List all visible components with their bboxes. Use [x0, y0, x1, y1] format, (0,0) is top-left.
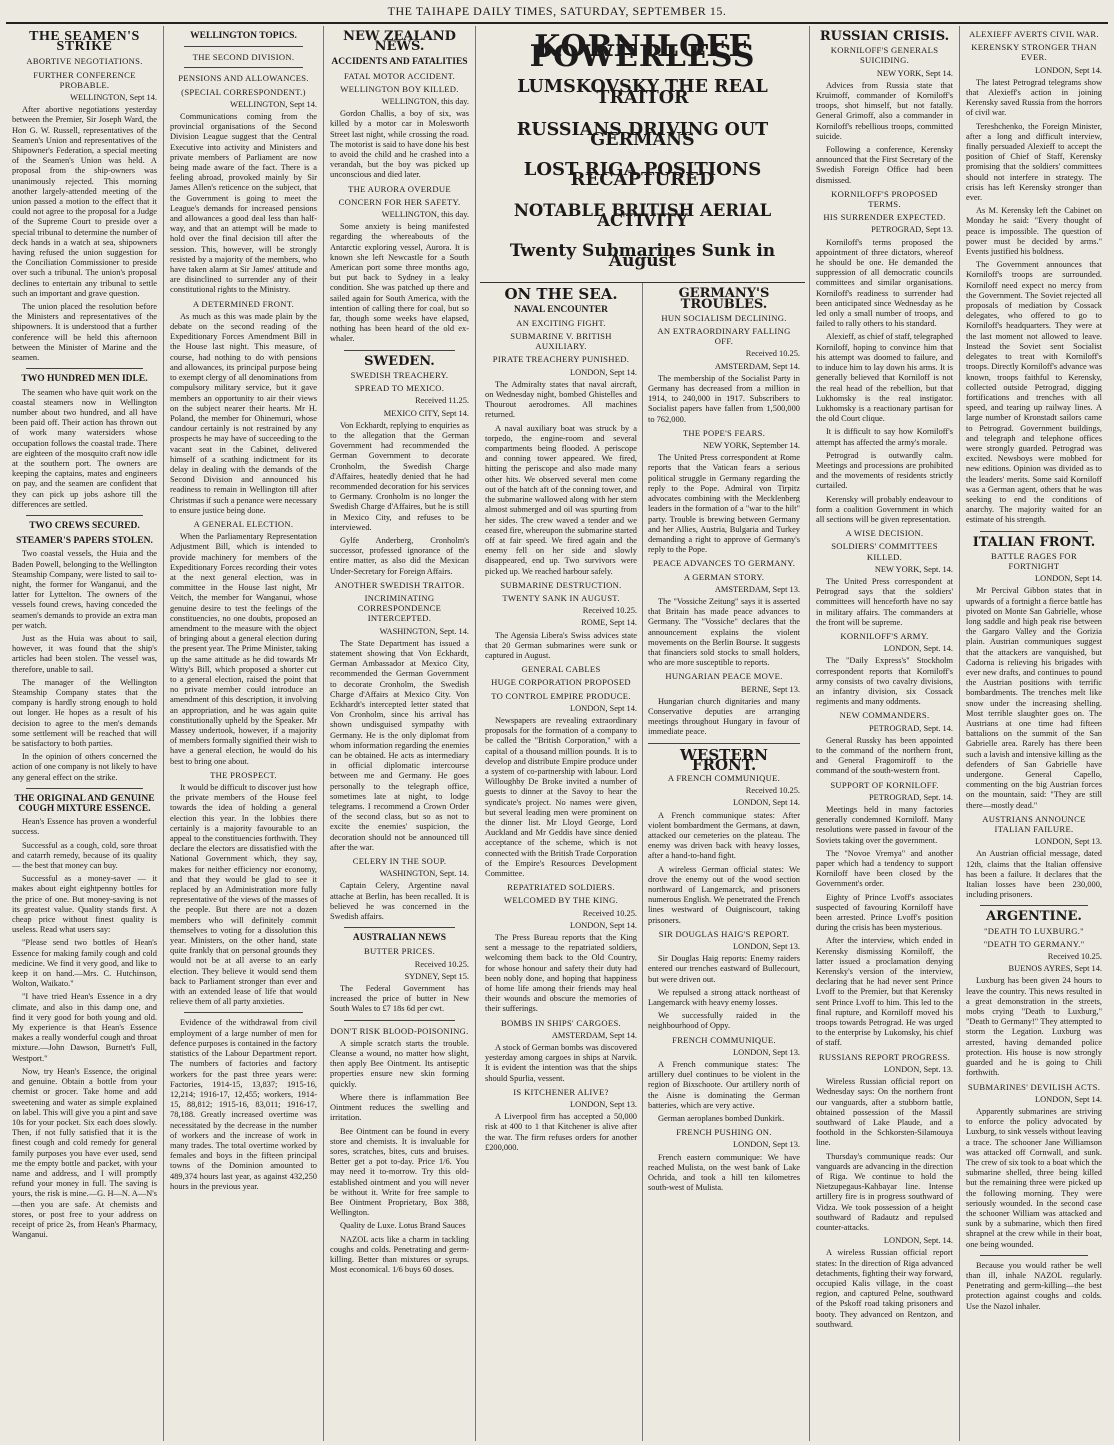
dateline: Received 11.25.	[415, 396, 469, 406]
dateline: WELLINGTON, Sept 14.	[230, 99, 317, 109]
paragraph: German aeroplanes bombed Dunkirk.	[658, 1114, 785, 1124]
paragraph: Successful as a cough, cold, sore throat and catarrh remedy, because of its quality — the best that money can buy.	[12, 840, 157, 871]
section-title: ARGENTINE.	[986, 909, 1082, 925]
divider	[344, 350, 455, 351]
paragraph: Where there is inflammation Bee Ointment reduces the swelling and irritation.	[330, 1092, 469, 1123]
dateline: LONDON, Sept 13.	[1035, 837, 1102, 847]
paragraph: Wireless Russian official report on Wednesday says: On the northern front our vanguards, after a stubborn battle, obtained possession of the Massil southward of Lake Plaude, and a foothold in the Schkorsten-Silamouya line.	[816, 1077, 953, 1148]
dateline: WELLINGTON, Sept 14.	[70, 93, 157, 103]
headline-stack	[480, 26, 805, 283]
paragraph: Evidence of the withdrawal from civil employment of a large number of men for defence purposes is contained in the factory statistics of the Labour Department report. The numbers of factories and factory workers for the past three years were: Factories, 1914-15, 13,837; 1915-16, 12,214; 1916-17, 12,455; workers, 1914-15, 88,812; 1915-16, 83,011; 1916-17, 78,188. Greatly increased overtime was necessitated by the decrease in the number of workers and the increase of work in many trades. The total overtime worked by females and boys in the fifteen principal towns of the Dominion amounted to 489,374 hours last year, as against 432,250 hours in the previous year.	[170, 1018, 317, 1191]
war-news-subcolumns	[480, 283, 805, 1441]
paragraph: After the interview, which ended in Kerensky dismissing Korniloff, the latter issued a proclamation denying Kerensky's version of the interview, declaring that he had never sent Prince Lvoff to the Premier, but that Kerensky sent Prince Lvoff to him. This led to the final rupture, and Korniloff moved his troops towards Petrograd. He was urged to the enterprise by Lukomsky, his chief of staff.	[816, 936, 953, 1048]
column-war-news	[476, 26, 810, 1441]
dateline: WASHINGTON, Sept. 14.	[379, 869, 469, 879]
section-heading: SUBMARINES' DEVILISH ACTS.	[967, 1081, 1101, 1092]
paragraph: General Russky has been appointed to the command of the northern front, and General Fragomiroff to the command of the south-western front.	[816, 735, 953, 776]
subheading: TO CONTROL EMPIRE PRODUCE.	[491, 690, 631, 701]
paragraph: Successful as a money-saver — it makes about eight eightpenny bottles for the price of one. But money-saving is not its greatest value. Quality stands first. A cheap price without finest quality is useless. Read what users say:	[12, 874, 157, 935]
subheading: WELLINGTON BOY KILLED.	[340, 83, 459, 94]
divider	[184, 1012, 303, 1013]
paragraph: A naval auxiliary boat was struck by a torpedo, the engine-room and several compartments being flooded. A periscope and conning tower appeared. We fired, hitting the periscope and also made many other hits. We observed several men come out of the hatch aft of the conning tower, and the submarine wallowed along with her stern almost submerged and oil was spurting from her sides. The crew waved a tender and we ceased fire, whereupon the submarine started off at fair speed. We fired again and the enemy fell on her side and slowly disappeared, end up. Two survivors were picked up. We reached harbour safely.	[485, 423, 637, 576]
paragraph: The Press Bureau reports that the King sent a message to the repatriated soldiers, welcoming them back to the Old Country, for whose honour and safety their duty had been nobly done, and hoping that happiness of home life among their friends may heal their wounds and obscure the memories of their sufferings.	[485, 933, 637, 1014]
subheading: A GERMAN STORY.	[683, 571, 765, 582]
section-heading: TWO HUNDRED MEN IDLE.	[21, 374, 148, 385]
dateline: LONDON, Sept 14.	[570, 920, 637, 930]
paragraph: French eastern communique: We have reached Mulista, on the west bank of Lake Ochrida, and took a hill ten kilometres south-west of Mulista.	[648, 1152, 800, 1193]
subheading: PENSIONS AND ALLOWANCES.	[178, 73, 309, 84]
subheading: AN EXTRAORDINARY FALLING OFF.	[657, 326, 791, 347]
subheading: SOLDIERS' COMMITTEES KILLED.	[831, 541, 938, 562]
dateline: ROME, Sept 14.	[581, 618, 637, 628]
paragraph: Thursday's communique reads: Our vanguards are advancing in the direction of Riga. We continue to hold the Nietzupegaus-Kahbayar line. Intense artillery fire is in progress southward of Vidza. We took possession of a height southward of Radautz and repulsed counter-attacks.	[816, 1151, 953, 1232]
paragraph: The Federal Government has increased the price of butter in New South Wales to £7 18s 6d per cwt.	[330, 984, 469, 1014]
paragraph: Sir Douglas Haig reports: Enemy raiders entered our trenches eastward of Bullecourt, but were driven out.	[648, 954, 800, 984]
divider	[184, 46, 303, 47]
section-heading: PEACE ADVANCES TO GERMANY.	[652, 558, 796, 569]
subheading: KERENSKY STRONGER THAN EVER.	[971, 42, 1097, 63]
dateline: LONDON, Sept 14.	[570, 703, 637, 713]
advert-heading: THE ORIGINAL AND GENUINE COUGH MIXTURE ESSENCE.	[14, 793, 155, 815]
paragraph: Some anxiety is being manifested regarding the whereabouts of the Antarctic exploring vessel, Aurora. It is known she left Newcastle for a South American port some three months ago, but put back to Sydney in a leaky condition. She was patched up there and sailed again for South America, with the intention of calling there for coal, but so far, though some weeks have elapsed, nothing has been heard of the old ex-whaler.	[330, 222, 469, 344]
section-title: AUSTRALIAN NEWS	[352, 933, 447, 944]
section-heading: RUSSIANS REPORT PROGRESS.	[818, 1051, 951, 1062]
section-heading: FRENCH PUSHING ON.	[676, 1127, 772, 1138]
dateline: WASHINGTON, Sept. 14.	[379, 626, 469, 636]
dateline: Received 10.25.	[582, 908, 637, 918]
columns	[6, 26, 1108, 1441]
dateline: SYDNEY, Sept 15.	[404, 971, 469, 981]
subcolumn-germanys-troubles	[643, 283, 805, 1441]
subheading: SWEDISH TREACHERY.	[350, 369, 449, 380]
paragraph: It would be difficult to discover just how the private members of the House feel towards the idea of holding a general election this year. In the lobbies there certainly is a majority favourable to an appeal to the constituencies forthwith. They declare the electors are dissatisfied with the National Government which, they say, makes for neither efficiency nor economy, and that they would be glad to see it replaced by an Administration more fully representative of the views of the masses of the people. But there are not a dozen members who will definitely commit themselves to voting for a dissolution this year. Ministers, on the other hand, state quite frankly that on personal grounds they would not be at all averse to an early election. They believe it would send them back to Parliament stronger than ever and with an extended lease of life that would relieve them of all party anxieties.	[170, 783, 317, 1007]
section-title: SWEDEN.	[364, 353, 435, 369]
column-seamens-strike	[6, 26, 164, 1441]
paragraph: The membership of the Socialist Party in Germany has decreased from a million in 1914, to 240,000 in 1917. Subscribers to Socialist papers have fallen from 1,500,000 to 762,000.	[648, 373, 800, 424]
subheading: "DEATH TO LUXBURG."	[983, 925, 1084, 936]
subheading: SPREAD TO MEXICO.	[354, 383, 445, 394]
section-title: WESTERN FRONT.	[680, 745, 768, 774]
advert-heading: DON'T RISK BLOOD-POISONING.	[330, 1025, 469, 1036]
paragraph: The latest Petrograd telegrams show that Alexieff's action in joining Kerensky saved Russia from the horrors of civil war.	[966, 77, 1102, 118]
dateline: BERNE, Sept 13.	[740, 684, 800, 694]
paragraph: The seamen who have quit work on the coastal steamers now in Wellington number about two hundred, and all have been paid off. Their action has thrown out of work many watersiders whose occupation follows the coastal trade. There are eighteen of the mosquito craft now idle at the southern port. The owners are keeping the captains, mates and engineers on pay, and the seamen are confident that they can pick up jobs ashore till the differences are settled.	[12, 387, 157, 509]
headline: Twenty Submarines Sunk in August	[509, 241, 776, 272]
section-heading: KORNILOFF'S PROPOSED TERMS.	[831, 188, 938, 210]
section-title: GERMANY'S TROUBLES.	[678, 286, 770, 312]
headline: NOTABLE BRITISH AERIAL ACTIVITY	[513, 200, 772, 230]
paragraph: We successfully raided in the neighbourhood of Oppy.	[648, 1011, 800, 1031]
dateline: LONDON, Sept 13.	[570, 1100, 637, 1110]
dateline: LONDON, Sept. 14.	[883, 1236, 953, 1246]
section-heading: THE POPE'S FEARS.	[682, 427, 766, 438]
paragraph: NAZOL acts like a charm in tackling coughs and colds. Penetrating and germ-killing. Better than mixtures or syrups. Most economical. 1/6 buys 60 doses.	[330, 1234, 469, 1275]
article-title: NEW ZEALAND NEWS.	[343, 29, 456, 55]
dateline: Received 10.25.	[745, 349, 800, 359]
section-heading: A DETERMINED FRONT.	[192, 298, 295, 309]
paragraph: "I have tried Hean's Essence in a dry climate, and also in this damp one, and find it very good for both young and old. My experience is that Hean's Essence makes a really wonderful cough and throat mixture.—John Dawson, Burnett's Full, Westport."	[12, 992, 157, 1063]
section-heading: IS KITCHENER ALIVE?	[513, 1086, 609, 1097]
paragraph: A stock of German bombs was discovered yesterday among cargoes in ships at Narvik. It is evident the intention was that the ships should Spurlia, vessent.	[485, 1043, 637, 1083]
paragraph: "Please send two bottles of Hean's Essence for making family cough and cold medicine. We find it very good, and like to keep it on hand.—Mrs. C. Hutchinson, Wolton, Waikato."	[12, 938, 157, 989]
section-heading: THE AURORA OVERDUE	[348, 183, 451, 194]
dateline: AMSTERDAM, Sept 14.	[551, 1030, 637, 1040]
dateline: NEW YORK, September 14.	[703, 441, 800, 451]
paragraph: Captain Celery, Argentine naval attache at Berlin, has been recalled. It is believed he was concerned in the Swedish affairs.	[330, 881, 469, 922]
subheading: NAVAL ENCOUNTER	[514, 304, 608, 315]
column-alexieff	[960, 26, 1108, 1441]
subheading: CONCERN FOR HER SAFETY.	[338, 196, 461, 207]
paragraph: Meetings held in many factories generally condemned Korniloff. Many resolutions were passed in favour of the Soviets taking over the government.	[816, 805, 953, 845]
dateline: AMSTERDAM, Sept 13.	[714, 584, 800, 594]
subheading: "DEATH TO GERMANY."	[983, 938, 1085, 949]
paragraph: A French communique states: After violent bombardment the Germans, at dawn, attacked our cemeteries on the plateau. The enemy was driven back with heavy losses, after a hand-to-hand fight.	[648, 810, 800, 861]
section-heading: TWO CREWS SECURED.	[29, 520, 140, 531]
article-title: ALEXIEFF AVERTS CIVIL WAR.	[969, 29, 1099, 39]
subheading: A FRENCH COMMUNIQUE.	[667, 772, 781, 783]
paragraph: Hean's Essence has proven a wonderful success.	[12, 817, 157, 837]
dateline: PETROGRAD, Sept. 14.	[869, 792, 953, 802]
paragraph: We repulsed a strong attack northeast of Langemarck with heavy enemy losses.	[648, 987, 800, 1008]
paragraph: When the Parliamentary Representation Adjustment Bill, which is intended to provide machinery for members of the Expeditionary Forces recording their votes at the next general election, was in committee in the House last night, Mr Veitch, the member for Wanganui, whose genuine desire to test the feelings of the constituencies, no one doubts, proposed an amendment to the measure with the object of bringing about a general election during the present year. The Prime Minister, taking up the same attitude as he did towards Mr Witty's Bill, which proposed a shorter cut to a general election, raised the point that no private member could introduce an amendment of this description, it involving an appropriation, and he was again quite constitutionally upheld by the Speaker. Mr Massey undertook, however, if a majority of members formally signified their wish to have a general election, he would do his best to bring one about.	[170, 532, 317, 766]
subheading: PIRATE TREACHERY PUNISHED.	[492, 354, 630, 365]
section-heading: BOMBS IN SHIPS' CARGOES.	[500, 1017, 622, 1028]
subheading: AN EXCITING FIGHT.	[516, 317, 606, 328]
paragraph: Mr Percival Gibbon states that in upwards of a fortnight a fierce battle has pivoted on Monte San Gabrielle, whose long saddle and high peak rise between the Gargaro Valley and the Gorizia plain. Austrian communiques suggest that the attackers are vanquished, but Cadorna is relieving his brigades with ever new drafts, and continues to pound the Austrian positions with terrific bombardments. The trenches melt like snow under the increasing shelling. Most terrible slaughter goes on. The Austrians at one time had fifteen battalions on the summit of the San Gabrielle area. Rarely has there been such a lavish and intensive killing as the defenders of San Gabrielle have undergone. General Capello, commenting on the big Austrian forces on the mountain, said: "They are still there—mostly dead."	[966, 586, 1102, 810]
section-heading: A GENERAL ELECTION.	[193, 518, 294, 529]
paragraph: The manager of the Wellington Steamship Company states that the company is hardly strong enough to hold out longer. He hopes as a result of his decision to agree to the men's demands some settlement will be reached that will be satisfactory to both parties.	[12, 677, 157, 748]
paragraph: Kerensky will probably endeavour to form a coalition Government in which all sections will be given representation.	[816, 494, 953, 524]
paragraph: As much as this was made plain by the debate on the second reading of the Expeditionary Forces Amendment Bill in the House last night. This measure, of course, had nothing to do with pensions and allowances, its principal purpose being to exempt clergy of all denominations from compulsory military service, but it gave members an opportunity to air their views on the subject nearer their hearts. Mr H. Poland, the member for Ohinemuri, whose candour certainly is not restrained by any prospects he may have of succeeding to the vacant seat in the Cabinet, delivered himself of a scathing indictment for its delay in dealing with the demands of the Second Division and announced his readiness to remain in Wellington till after Christmas if such a penance were necessary to ensure justice being done.	[170, 311, 317, 515]
headline: RUSSIANS DRIVING OUT GERMANS	[516, 119, 769, 151]
paragraph: The union placed the resolution before the Ministers and representatives of the shipowners. It is understood that a further conference will be held this afternoon between the Minister of Marine and the seamen.	[12, 302, 157, 363]
dateline: WELLINGTON, this day.	[381, 97, 469, 107]
paragraph: Gylfe Anderberg, Cronholm's successor, professed ignorance of the entire matter, as also did the Mexican Under-Secretary for Foreign Affairs.	[330, 535, 469, 576]
paragraph: Alexieff, as chief of staff, telegraphed Korniloff, hoping to convince him that his attempt was doomed to failure, and to induce him to lay down his arms. It is generally believed that Korniloff is not the real head of the rebellion, but that Lukhomsky is the real instigator. Lukhomsky is a reactionary partisan for the old Court clique.	[816, 332, 953, 424]
subheading: ACCIDENTS AND FATALITIES	[331, 57, 468, 68]
subheading: BATTLE RAGES FOR FORTNIGHT	[991, 550, 1077, 571]
paragraph: The "Novoe Vremya" and another paper which had a tendency to support Korniloff have been closed by the Government's order.	[816, 848, 953, 889]
section-heading: ANOTHER SWEDISH TRAITOR.	[334, 579, 465, 590]
paragraph: Gordon Challis, a boy of six, was killed by a motor car in Molesworth Street last night, while crossing the road. The motorist is said to have done his best to avoid the child and he crashed into a verandah, but the boy was picked up unconscious and died later.	[330, 109, 469, 180]
paragraph: The State Department has issued a statement showing that Von Eckhardt, German Ambassador at Mexico City, recommended the German Government to decorate Cronholm, the Swedish Charge d'Affairs at Mexico City. Von Eckhardt's intercepted letter stated that Von Cronholm, since his arrival has shown undisguised sympathy with Germany. He is the only diplomat from whom information regarding the enemies can be obtained. He acts as intermediary in official diplomatic intercourse between me and Germany. He goes personally to the telegraph office, sometimes late at night, to lodge telegrams. I recommend a Crown Order of the second class, but so as not to excite the enemies' suspicion, the decoration should not be announced till after the war.	[330, 638, 469, 852]
section-heading: SIR DOUGLAS HAIG'S REPORT.	[658, 928, 790, 939]
headline: KORNILOFF POWERLESS	[529, 29, 756, 75]
subheading: WELCOMED BY THE KING.	[503, 895, 619, 906]
paragraph: A Liverpool firm has accepted a 50,000 risk at 400 to 1 that Kitchener is alive after the war. The firm refuses orders for another £200,000.	[485, 1112, 637, 1152]
paragraph: Eighty of Prince Lvoff's associates suspected of favouring Korniloff have been arrested. Prince Lvoff's position during the crisis has been mysterious.	[816, 892, 953, 933]
headline: LOST RIGA POSITIONS RECAPTURED	[523, 159, 762, 191]
section-heading: REPATRIATED SOLDIERS.	[507, 882, 615, 893]
paragraph: Communications coming from the provincial organisations of the Second Division League suggest that the Central Executive into activity and Ministers and private members of Parliament are now being made aware of the fact. There is a feeling abroad, provoked mainly by Sir James Allen's reticence on the subject, that the Government is going to meet the League's demands for increased pensions and allowances a good deal less than half-way, and that an attempt will be made to hold over the final decision till after the session. This, however, will be strongly resisted by a majority of the members, who have taken alarm at Sir James' attitude and are disinclined to surrender any of their constitutional rights to the Ministry.	[170, 112, 317, 295]
dateline: LONDON, Sept. 14.	[883, 644, 953, 654]
divider	[980, 531, 1088, 532]
subheading: INCRIMINATING CORRESPONDENCE INTERCEPTED.	[357, 592, 442, 624]
paragraph: In the opinion of others concerned the action of one company is not likely to have any general effect on the strike.	[12, 752, 157, 782]
divider	[980, 905, 1088, 906]
dateline: LONDON, Sept 14.	[733, 798, 800, 808]
dateline: MEXICO CITY, Sept 14.	[383, 408, 469, 418]
dateline: LONDON, Sept. 13.	[883, 1064, 953, 1074]
subheading: FURTHER CONFERENCE PROBABLE.	[33, 69, 136, 90]
paragraph: The United Press correspondent at Rome reports that the Vatican fears a serious political struggle in Germany regarding the reply to the Pope. Admiral von Tirpitz advocates combining with the Mecklenberg leaders in the formation of a "war to the hilt" party. Trouble is brewing between Germany and her Allies, Austria, Bulgaria and Turkey demanding a right to approve of Germany's reply to the Pope.	[648, 453, 800, 555]
paragraph: An Austrian official message, dated 12th, claims that the Italian offensive has been a failure. It declares that the Italian losses have been 230,000, including prisoners.	[966, 849, 1102, 900]
dateline: AMSTERDAM, Sept 14.	[714, 361, 800, 371]
dateline: PETROGRAD, Sept. 14.	[869, 723, 953, 733]
paragraph: After abortive negotiations yesterday between the Premier, Sir Joseph Ward, the Hon G. W. Russell, representatives of the Seamen's Union and representatives of the Shipowner's Federation, a special meeting of the Seamen's Union was held. A proposal from the ship-owners was unanimously rejected. This morning another largely-attended meeting of the union passed a motion to the effect that it could not agree to the proposal for a Judge of the Supreme Court to preside over a special tribunal to determine the number of deck hands in a watch at sea, shipowners having refused the union suggestion for the Conciliation Commissioner to preside over such a tribunal. The union's proposal declines to entertain any tribunal to settle such an important and grave question.	[12, 105, 157, 298]
section-heading: KORNILOFF'S ARMY.	[840, 630, 929, 641]
divider	[344, 1020, 455, 1021]
dateline: NEW YORK, Sept 14.	[876, 68, 953, 78]
paragraph: Tereshchenko, the Foreign Minister, after a long and difficult interview, finally persuaded Alexieff to accept the position of Chief of Staff, Kerensky promising that the soldiers' committees should not interfere in strategy. The crisis has left Kerensky stronger than ever.	[966, 121, 1102, 203]
dateline: LONDON, Sept 13.	[733, 1140, 800, 1150]
dateline: BUENOS AYRES, Sept 14.	[1008, 964, 1102, 974]
dateline: PETROGRAD, Sept 13.	[871, 225, 953, 235]
paragraph: Just as the Huia was about to sail, however, it was found that the ship's articles had been stolen. The vessel was, therefore, unable to sail.	[12, 633, 157, 674]
dateline: Received 10.25.	[745, 786, 800, 796]
paragraph: Petrograd is outwardly calm. Meetings and processions are prohibited and the movements of residents strictly curtailed.	[816, 450, 953, 491]
section-title: ITALIAN FRONT.	[972, 534, 1096, 550]
column-new-zealand-news	[324, 26, 476, 1441]
paragraph: The Agensia Libera's Swiss advices state that 20 German submarines were sunk or captured in August.	[485, 630, 637, 660]
subheading: HUN SOCIALISM DECLINING.	[661, 312, 787, 323]
dateline: Received 10.25.	[582, 606, 637, 616]
dateline: NEW YORK, Sept. 14.	[874, 564, 953, 574]
section-heading: THE PROSPECT.	[210, 769, 277, 780]
paragraph: The United Press correspondent at Petrograd says that the soldiers' committees will henceforth have no say in military affairs. The commanders at the front will be supreme.	[816, 576, 953, 627]
divider	[184, 67, 303, 68]
subcolumn-on-the-sea	[480, 283, 643, 1441]
dateline: WELLINGTON, this day.	[381, 210, 469, 220]
subheading: THE SECOND DIVISION.	[192, 52, 295, 63]
section-heading: GENERAL CABLES	[521, 664, 601, 675]
paragraph: Quality de Luxe. Lotus Brand Sauces	[340, 1221, 466, 1231]
paragraph: A simple scratch starts the trouble. Cleanse a wound, no matter how slight, then apply Bee Ointment. Its antiseptic properties ensure new skin forming quickly.	[330, 1038, 469, 1089]
dateline: LONDON, Sept 13.	[733, 942, 800, 952]
divider	[26, 368, 143, 369]
subheading: HUGE CORPORATION PROPOSED	[491, 677, 631, 688]
dateline: LONDON, Sept 14.	[1035, 1094, 1102, 1104]
paragraph: Korniloff's terms proposed the appointment of three dictators, whereof he should be one. He demanded the suppression of all democratic councils committees and similar organisations. Korniloff's readiness to surrender had been anticipated since Wednesday as he led only a small number of troops, and failed to rally others to his standard.	[816, 237, 953, 329]
section-heading: NEW COMMANDERS.	[839, 710, 930, 721]
masthead: THE TAIHAPE DAILY TIMES, SATURDAY, SEPTEMBER 15.	[6, 0, 1108, 24]
paragraph: Von Eckhardt, replying to enquiries as to the allegation that the German Government had recommended the German Government to decorate Cronholm, the Swedish Charge d'Affaires, heatedly denied that he had recommended decoration for his services to Germany. Cronholm is no longer the Swedish Charge d'Affaires, but he is still in Mexico City, and refuses to be interviewed.	[330, 420, 469, 532]
paragraph: Advices from Russia state that Kruimoff, commander of Korniloff's troops, shot himself, but not fatally. General Grimoff, also a commander in Korniloff's rebellious troops, committed suicide.	[816, 80, 953, 141]
column-wellington-topics	[164, 26, 324, 1441]
subheading: HIS SURRENDER EXPECTED.	[823, 212, 946, 223]
paragraph: Following a conference, Kerensky announced that the First Secretary of the Swedish Foreign Office had been dismissed.	[816, 145, 953, 185]
subheading: TWENTY SANK IN AUGUST.	[502, 592, 620, 603]
divider	[26, 515, 143, 516]
subheading: ABORTIVE NEGOTIATIONS.	[26, 56, 143, 67]
paragraph: The Government announces that Korniloff's troops are surrounded. Korniloff need expect no mercy from the Government. The Soviet rejected all proposals of mediation by Cossack delegates, who offered to go to Korniloff's headquarters. They were at the last moment not allowed to leave. Instead the Soviet sent Socialist delegates to treat with Korniloff's troops. Directly Korniloff's advance was known, troops faithful to Kerensky, collected outside Petrograd, digging fortifications and trenches with all speed, and tearing up railway lines. A large number of Kronstadt sailors came to Petrograd. Government buildings, and telegraph and telephone offices were strongly guarded. Petrograd was excited. Newsboys were mobbed for new editions. Opinion was divided as to the leaders' merits. Some said Korniloff was a German agent, others that he was seeking to end the conditions of anarchy. The majority waited for an estimate of his strength.	[966, 260, 1102, 525]
section-heading: FRENCH COMMUNIQUE.	[672, 1034, 776, 1045]
article-title: WELLINGTON TOPICS.	[190, 31, 297, 41]
paragraph: A French communique states: The artillery duel continues to be violent in the region of Bixschoote. Our artillery north of the Aisne is dominating the German batteries, which are very active.	[648, 1060, 800, 1110]
paragraph: The Admiralty states that naval aircraft, on Wednesday night, bombed Ghistelles and Thourout aerodromes. All machines returned.	[485, 379, 637, 420]
paragraph: A wireless German official states: We drove the enemy out of the wood section northward of Langemarck, and prisoners numerous English. We penetrated the French lines westward of Ouigniscourt, taking prisoners.	[648, 864, 800, 925]
subheading: KORNILOFF'S GENERALS SUICIDING.	[830, 45, 939, 66]
section-title: ON THE SEA.	[504, 285, 618, 304]
section-heading: STEAMER'S PAPERS STOLEN.	[16, 536, 153, 547]
article-title: RUSSIAN CRISIS.	[819, 29, 950, 44]
divider	[344, 927, 455, 928]
section-heading: SUBMARINE DESTRUCTION.	[500, 579, 622, 590]
section-heading: AUSTRIANS ANNOUNCE ITALIAN FAILURE.	[982, 813, 1086, 835]
headline: LUMSKOVSKY THE REAL TRAITOR	[517, 77, 768, 108]
paragraph: Two coastal vessels, the Huia and the Baden Powell, belonging to the Wellington Steamship Company, were listed to sail to-night, the former for Wanganui, and the latter for Lyttelton. The owners of the vessels found crews, having conceded the seamen's demands to provide an extra man per watch.	[12, 549, 157, 630]
section-heading: A WISE DECISION.	[845, 528, 924, 539]
divider	[648, 743, 800, 744]
paragraph: As M. Kerensky left the Cabinet on Monday he said: "Every thought of peace is impossible. The question of power must be decided by arms." Events justified his boldness.	[966, 206, 1102, 257]
paragraph: The "Daily Express's" Stockholm correspondent reports that Korniloff's army consists of two cavalry divisions, an infantry division, six Cossack regiments and many oddments.	[816, 656, 953, 707]
paragraph: A wireless Russian official report states: In the direction of Riga advanced detachments, fighting their way forward, occupied Kalis village, in the coast region, and captured Pelne, southward of the Pskoff road taking prisoners and booty. They advanced on Rentzon, and southward.	[816, 1248, 953, 1329]
subheading: FATAL MOTOR ACCIDENT.	[343, 70, 456, 81]
paragraph: Apparently submarines are striving to enforce the policy advocated by Luxburg, to sink vessels without leaving a trace. The schooner Jane Williamson was attacked off Cornwall, and sunk. The crew of six took to a boat which the submarine shelled, three being killed but the remaining three were picked up the following morning. They were seriously wounded. In the second case the schooner William was attacked and sunk by a submarine, which then fired shrapnel at the crew while in their boat, one being wounded.	[966, 1106, 1102, 1249]
paragraph: Bee Ointment can be found in every store and chemists. It is invaluable for sores, scratches, bites, cuts and bruises. Better get a pot to-day. Price 1/6. You may need it to-morrow. Try this old-established ointment and you will never be without it. Write for free sample to Bee Ointment Proprietary, Box 388, Wellington.	[330, 1126, 469, 1218]
paragraph: The "Vossiche Zeitung" says it is asserted that Britain has made peace advances to Germany. The "Vossiche" declares that the announcement explains the violent movements on the Berlin Bourse. It suggests that financiers sold stocks to small holders, who are more susceptible to reports.	[648, 596, 800, 668]
section-heading: CELERY IN THE SOUP.	[352, 856, 447, 867]
dateline: LONDON, Sept 14.	[1035, 574, 1102, 584]
dateline: Received 10.25.	[414, 959, 469, 969]
paragraph: Hungarian church dignitaries and many Conservative deputies are arranging meetings throughout Hungary in favour of immediate peace.	[648, 696, 800, 737]
paragraph: Because you would rather be well than ill, inhale NAZOL regularly. Penetrating and germ-killing—the best protection against coughs and colds. Use the Nazol inhaler.	[966, 1260, 1102, 1311]
divider	[980, 1255, 1088, 1256]
article-title: THE SEAMEN'S STRIKE	[29, 29, 140, 55]
divider	[26, 788, 143, 789]
section-heading: SUPPORT OF KORNILOFF.	[830, 779, 939, 790]
subheading: SUBMARINE V. BRITISH AUXILIARY.	[510, 331, 612, 352]
dateline: LONDON, Sept 14.	[1035, 65, 1102, 75]
paragraph: Now, try Hean's Essence, the original and genuine. Obtain a bottle from your chemist or grocer. Take home and add sweetening and water as simple explained on label. This will give you a pint and save 10s for your pocket. Six each does slowly. Then, if not fully satisfied that it is the finest cough and cold remedy for general family purposes you have ever used, send me the empty bottle and packet, with your name and address, and I will promptly refund your money in full. The saving is yours, the risk is mine.—G. H—N. A—N's—then you are safe. At chemists and stores, or post free to your address on receipt of price 2s, from Hean's Pharmacy, Wanganui.	[12, 1066, 157, 1240]
section-heading: HUNGARIAN PEACE MOVE.	[665, 671, 783, 682]
paragraph: Luxburg has been given 24 hours to leave the country. This news resulted in a great demonstration in the streets, mobs crying "Death to Luxburg," "Death to Germany!" They attempted to storm the Legation. Luxburg was arrested, having demanded police protection. His house is now strongly guarded and he is going to Chili forthwith.	[966, 976, 1102, 1078]
column-russian-crisis	[810, 26, 960, 1441]
paragraph: Newspapers are revealing extraordinary proposals for the formation of a company to be called the "British Corporation," with a capital of a thousand million pounds. It is to develop and distribute Empire produce under a system of co-partnership with labour. Lord Willoughby De Broke invited a number of guests to dinner at the Savoy to hear the syndicate's project. No names were given, but several leading men were prominent on the dinner list. Mr Lloyd George, Lord Auckland and Mr Geddis have since denied acceptance of the scheme, which is not connected with the British Trade Corporation of the Empire's Resources Development Committee.	[485, 715, 637, 878]
subheading: (SPECIAL CORRESPONDENT.)	[181, 86, 306, 97]
dateline: LONDON, Sept 13.	[733, 1047, 800, 1057]
dateline: Received 10.25.	[1047, 952, 1102, 962]
dateline: LONDON, Sept 14.	[570, 367, 637, 377]
paragraph: It is difficult to say how Korniloff's attempt has affected the army's morale.	[816, 427, 953, 447]
subheading: BUTTER PRICES.	[363, 946, 436, 957]
